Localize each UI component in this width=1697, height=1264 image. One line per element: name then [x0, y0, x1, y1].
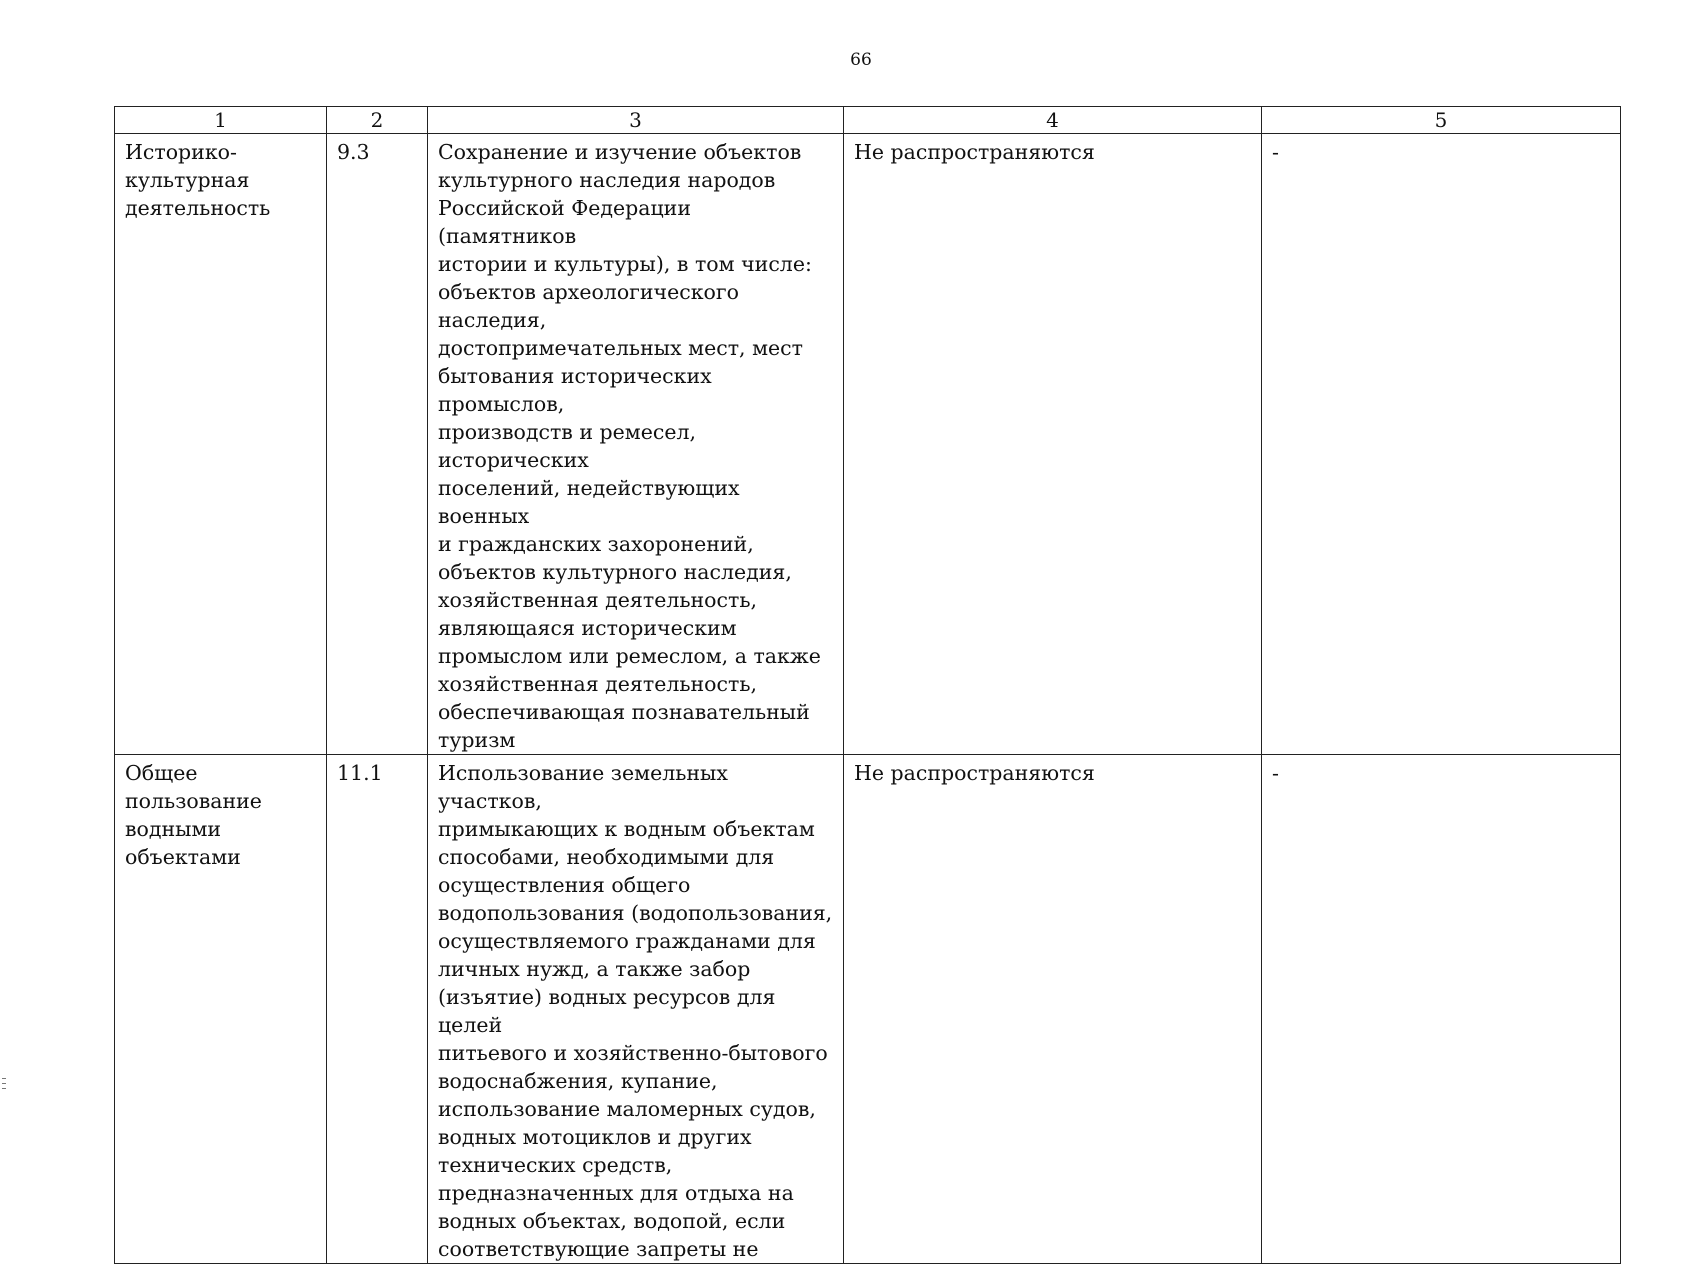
- column-header-1: 1: [115, 107, 327, 134]
- table-row: [115, 755, 1621, 1264]
- column-header-3: 3: [428, 107, 844, 134]
- land-use-table: [114, 106, 1621, 1264]
- column-4-cell: [844, 755, 1262, 1264]
- table-row: [115, 134, 1621, 755]
- column-5-value: -: [1272, 761, 1279, 785]
- land-use-code: 11.1: [337, 761, 383, 785]
- column-4-value: Не распространяются: [854, 761, 1095, 785]
- column-5-value: -: [1272, 140, 1279, 164]
- land-use-type-cell: [115, 134, 327, 755]
- land-use-description: Использование земельных участков, примыкающих к водным объектам способами, необходимыми для осуществления общего водопользования (водопользования, осуществляемого гражданами для личных нужд, а также забор (изъятие) водных ресурсов для целей питьевого и хозяйственно-бытового водоснабжения, купание, использование маломерных судов, водных мотоциклов и других технических средств, предназначенных для отдыха на водных объектах, водопой, если соответствующие запреты не: [438, 761, 833, 1261]
- land-use-type: Историко- культурная деятельность: [125, 140, 271, 220]
- column-header-5: 5: [1262, 107, 1621, 134]
- column-5-cell: [1262, 134, 1621, 755]
- column-4-value: Не распространяются: [854, 140, 1095, 164]
- land-use-type-cell: [115, 755, 327, 1264]
- table-header-row: [115, 107, 1621, 134]
- scan-mark: [2, 1088, 6, 1089]
- page-number: 66: [850, 50, 872, 70]
- land-use-description-cell: [428, 134, 844, 755]
- land-use-code-cell: [327, 755, 428, 1264]
- column-4-cell: [844, 134, 1262, 755]
- scan-mark: [2, 1083, 6, 1084]
- column-5-cell: [1262, 755, 1621, 1264]
- land-use-description-cell: [428, 755, 844, 1264]
- scan-mark: [2, 1078, 6, 1079]
- land-use-code-cell: [327, 134, 428, 755]
- land-use-type: Общее пользование водными объектами: [125, 761, 262, 869]
- column-header-2: 2: [327, 107, 428, 134]
- column-header-4: 4: [844, 107, 1262, 134]
- land-use-description: Сохранение и изучение объектов культурного наследия народов Российской Федерации (памятников истории и культуры), в том числе: объектов археологического наследия, достопримечательных мест, мест бытования исторических промыслов, производств и ремесел, исторических поселений, недействующих военных и гражданских захоронений, объектов культурного наследия, хозяйственная деятельность, являющаяся историческим промыслом или ремеслом, а также хозяйственная деятельность, обеспечивающая познавательный туризм: [438, 140, 821, 752]
- land-use-code: 9.3: [337, 140, 370, 164]
